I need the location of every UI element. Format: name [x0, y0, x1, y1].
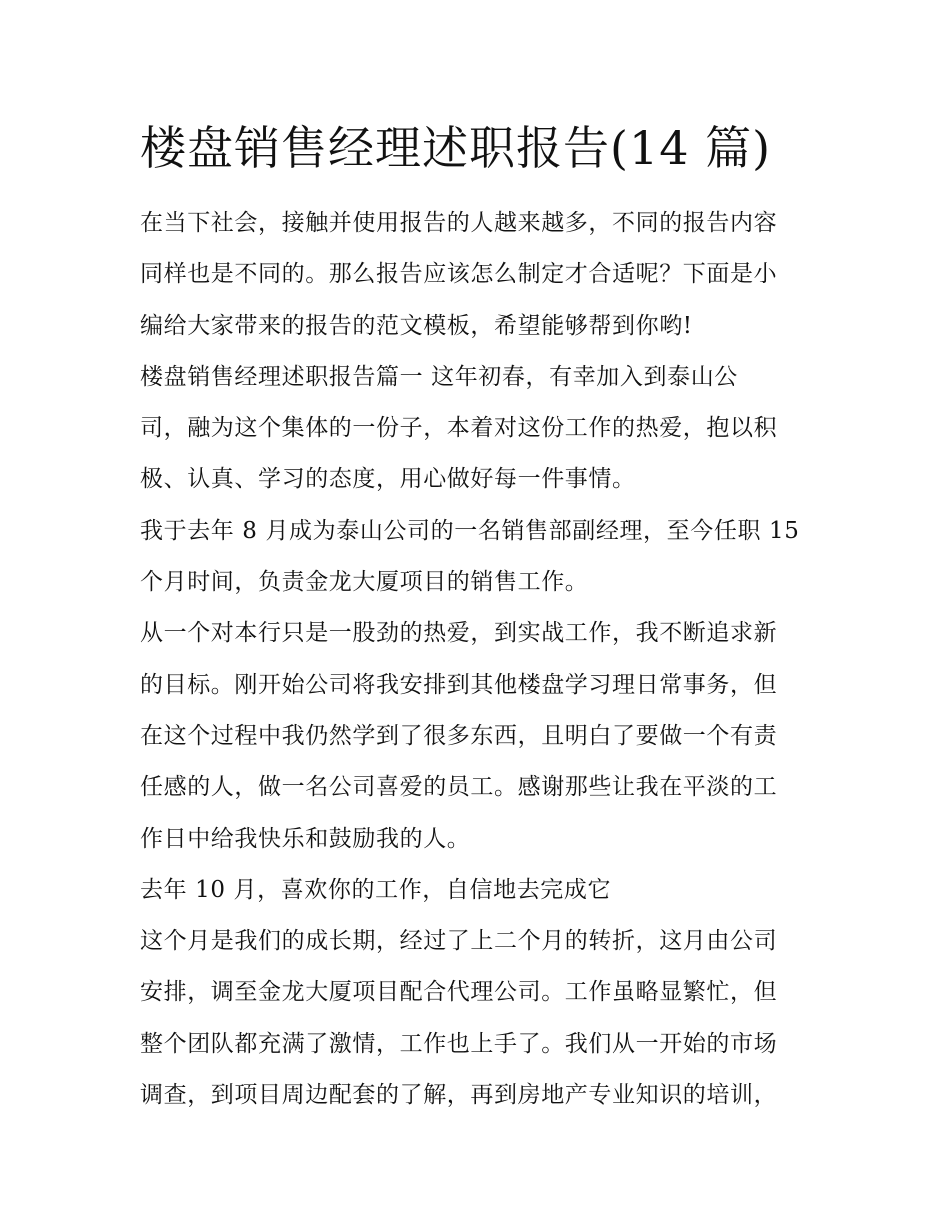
- text-line: 的目标。刚开始公司将我安排到其他楼盘学习理日常事务，但: [140, 671, 778, 698]
- text-line: 去年 10 月，喜欢你的工作，自信地去完成它: [140, 876, 612, 903]
- document-title: 楼盘销售经理述职报告(14 篇): [140, 121, 772, 175]
- text-line: 在这个过程中我仍然学到了很多东西，且明白了要做一个有责: [140, 722, 778, 749]
- text-line: 作日中给我快乐和鼓励我的人。: [140, 825, 471, 852]
- text-line: 在当下社会，接触并使用报告的人越来越多，不同的报告内容: [140, 210, 778, 236]
- text-line: 我于去年 8 月成为泰山公司的一名销售部副经理，至今任职 15: [140, 517, 800, 544]
- text-line: 整个团队都充满了激情，工作也上手了。我们从一开始的市场: [140, 1030, 778, 1057]
- document-body: [140, 198, 816, 1121]
- text-line: 楼盘销售经理述职报告篇一 这年初春，有幸加入到泰山公: [140, 363, 738, 390]
- text-line: 编给大家带来的报告的范文模板，希望能够帮到你哟!: [140, 312, 693, 339]
- text-line: 极、认真、学习的态度，用心做好每一件事情。: [140, 466, 636, 493]
- text-line: 同样也是不同的。那么报告应该怎么制定才合适呢？下面是小: [140, 261, 778, 288]
- text-line: 调查，到项目周边配套的了解，再到房地产专业知识的培训，: [140, 1082, 778, 1109]
- text-line: 个月时间，负责金龙大厦项目的销售工作。: [140, 569, 589, 596]
- text-line: 任感的人，做一名公司喜爱的员工。感谢那些让我在平淡的工: [140, 774, 778, 801]
- text-line: 这个月是我们的成长期，经过了上二个月的转折，这月由公司: [140, 928, 778, 955]
- text-line: 安排，调至金龙大厦项目配合代理公司。工作虽略显繁忙，但: [140, 979, 778, 1006]
- text-line: 司，融为这个集体的一份子，本着对这份工作的热爱，抱以积: [140, 415, 778, 442]
- text-line: 从一个对本行只是一股劲的热爱，到实战工作，我不断追求新: [140, 620, 778, 647]
